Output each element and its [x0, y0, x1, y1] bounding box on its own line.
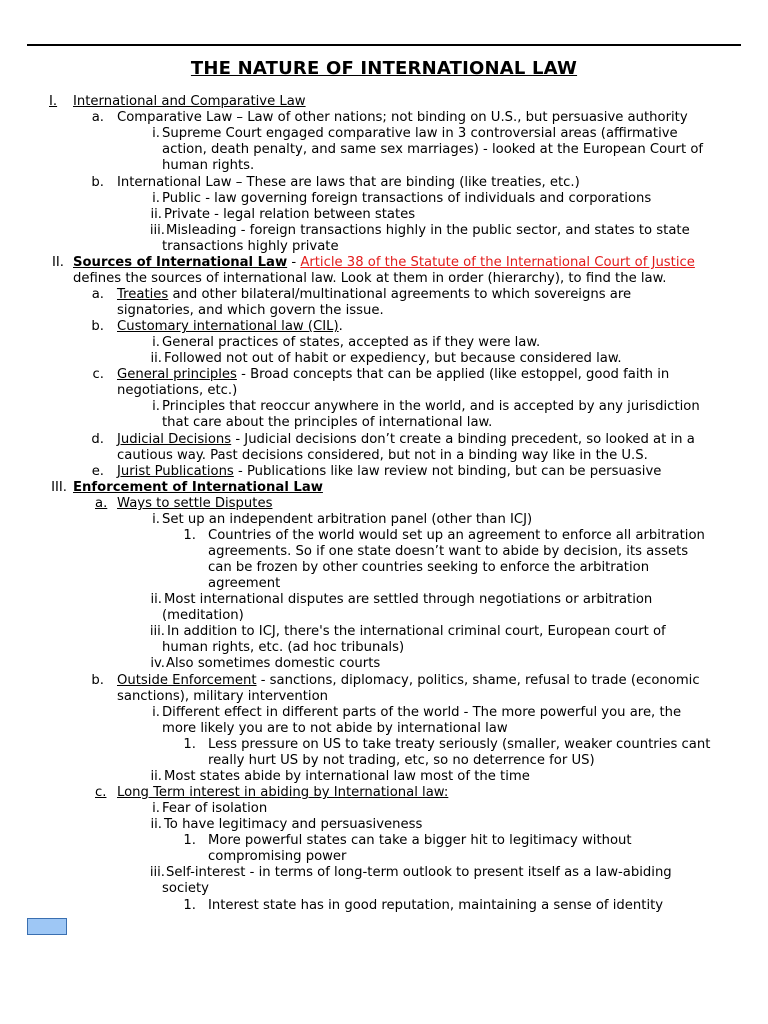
item-text: Ways to settle Disputes	[117, 496, 273, 511]
item-marker: 1.	[183, 833, 196, 848]
item-text: Interest state has in good reputation, maintaining a sense of identity	[208, 898, 664, 913]
item-text: Different effect in different parts of the world - The more powerful you are, the	[162, 705, 682, 720]
item-text: More powerful states can take a bigger hit to legitimacy without	[208, 833, 632, 848]
section-3-number: III.	[51, 480, 67, 495]
item-marker: 1.	[183, 528, 196, 543]
item-marker: e.	[91, 464, 104, 479]
item-text: society	[162, 881, 209, 896]
item-text: negotiations, etc.)	[117, 383, 238, 398]
item-marker: iii.	[149, 865, 165, 880]
item-text: more likely you are to not abide by international law	[162, 721, 508, 736]
item-text: Comparative Law – Law of other nations; not binding on U.S., but persuasive authority	[117, 110, 688, 125]
section-2-title: Sources of International Law	[73, 255, 288, 270]
item-text: Principles that reoccur anywhere in the world, and is accepted by any jurisdiction	[162, 399, 700, 414]
item-text: Fear of isolation	[162, 801, 268, 816]
item-text: Public - law governing foreign transactions of individuals and corporations	[162, 191, 652, 206]
item-text: Most states abide by international law most of the time	[164, 769, 530, 784]
item-marker: ii.	[150, 207, 162, 222]
item-marker: a.	[91, 287, 104, 302]
item-marker: iii.	[149, 223, 165, 238]
item-marker: b.	[91, 673, 104, 688]
item-text: Supreme Court engaged comparative law in 3 controversial areas (affirmative	[162, 126, 678, 141]
item-text: (meditation)	[162, 608, 244, 623]
item-text: Long Term interest in abiding by International law:	[117, 785, 449, 800]
statute-link[interactable]: Article 38 of the Statute of the International Court of Justice	[300, 255, 695, 270]
section-1-number: I.	[49, 94, 58, 109]
item-text: compromising power	[208, 849, 347, 864]
item-text: signatories, and which govern the issue.	[117, 303, 384, 318]
item-text: really hurt US by not trading, etc, so no deterrence for US)	[208, 753, 595, 768]
item-text: action, death penalty, and same sex marriages) - looked at the European Court of	[162, 142, 704, 157]
comment-marker[interactable]	[27, 918, 67, 935]
item-text: human rights, etc. (ad hoc tribunals)	[162, 640, 405, 655]
item-marker: iv.	[150, 656, 165, 671]
item-marker: 1.	[183, 737, 196, 752]
item-marker: i.	[152, 801, 160, 816]
item-text: Misleading - foreign transactions highly in the public sector, and states to state	[166, 223, 690, 238]
top-rule	[27, 44, 741, 46]
item-marker: ii.	[150, 769, 162, 784]
item-text: International Law – These are laws that are binding (like treaties, etc.)	[117, 175, 580, 190]
item-text: agreement	[208, 576, 281, 591]
item-text: can be frozen by other countries seeking to enforce the arbitration	[208, 560, 650, 575]
item-text: Self-interest - in terms of long-term outlook to present itself as a law-abiding	[166, 865, 672, 880]
item-text: agreements. So if one state doesn’t want to abide by decision, its assets	[208, 544, 689, 559]
item-marker: i.	[152, 126, 160, 141]
item-marker: i.	[152, 399, 160, 414]
item-marker: ii.	[150, 351, 162, 366]
item-text: defines the sources of international law. Look at them in order (hierarchy), to find the law.	[73, 271, 667, 286]
item-text: Followed not out of habit or expediency, but because considered law.	[164, 351, 622, 366]
item-marker: iii.	[149, 624, 165, 639]
item-marker: ii.	[150, 817, 162, 832]
document-title: THE NATURE OF INTERNATIONAL LAW	[190, 58, 578, 79]
item-marker: b.	[91, 175, 104, 190]
item-marker: ii.	[150, 592, 162, 607]
item-text: sanctions), military intervention	[117, 689, 328, 704]
item-marker: i.	[152, 335, 160, 350]
item-text: Private - legal relation between states	[164, 207, 416, 222]
item-text: human rights.	[162, 158, 255, 173]
item-marker: b.	[91, 319, 104, 334]
section-2-number: II.	[52, 255, 64, 270]
item-text: transactions highly private	[162, 239, 339, 254]
item-text: Most international disputes are settled through negotiations or arbitration	[164, 592, 653, 607]
item-text: Less pressure on US to take treaty seriously (smaller, weaker countries cant	[208, 737, 711, 752]
item-marker: c.	[92, 367, 104, 382]
item-marker: 1.	[183, 898, 196, 913]
item-text: General practices of states, accepted as if they were law.	[162, 335, 541, 350]
item-marker: i.	[152, 705, 160, 720]
item-marker: c.	[95, 785, 107, 800]
section-1-title: International and Comparative Law	[73, 94, 306, 109]
item-text: Countries of the world would set up an agreement to enforce all arbitration	[208, 528, 705, 543]
item-text: Also sometimes domestic courts	[166, 656, 381, 671]
item-text: Set up an independent arbitration panel (other than ICJ)	[162, 512, 533, 527]
item-marker: d.	[91, 432, 104, 447]
item-text: In addition to ICJ, there's the international criminal court, European court of	[167, 624, 666, 639]
item-text: cautious way. Past decisions considered, but not in a binding way like in the U.S.	[117, 448, 648, 463]
item-marker: i.	[152, 512, 160, 527]
item-marker: a.	[91, 110, 104, 125]
item-marker: i.	[152, 191, 160, 206]
item-text: To have legitimacy and persuasiveness	[164, 817, 423, 832]
section-3-title: Enforcement of International Law	[73, 480, 323, 495]
item-marker: a.	[95, 496, 108, 511]
item-text: that care about the principles of international law.	[162, 415, 493, 430]
